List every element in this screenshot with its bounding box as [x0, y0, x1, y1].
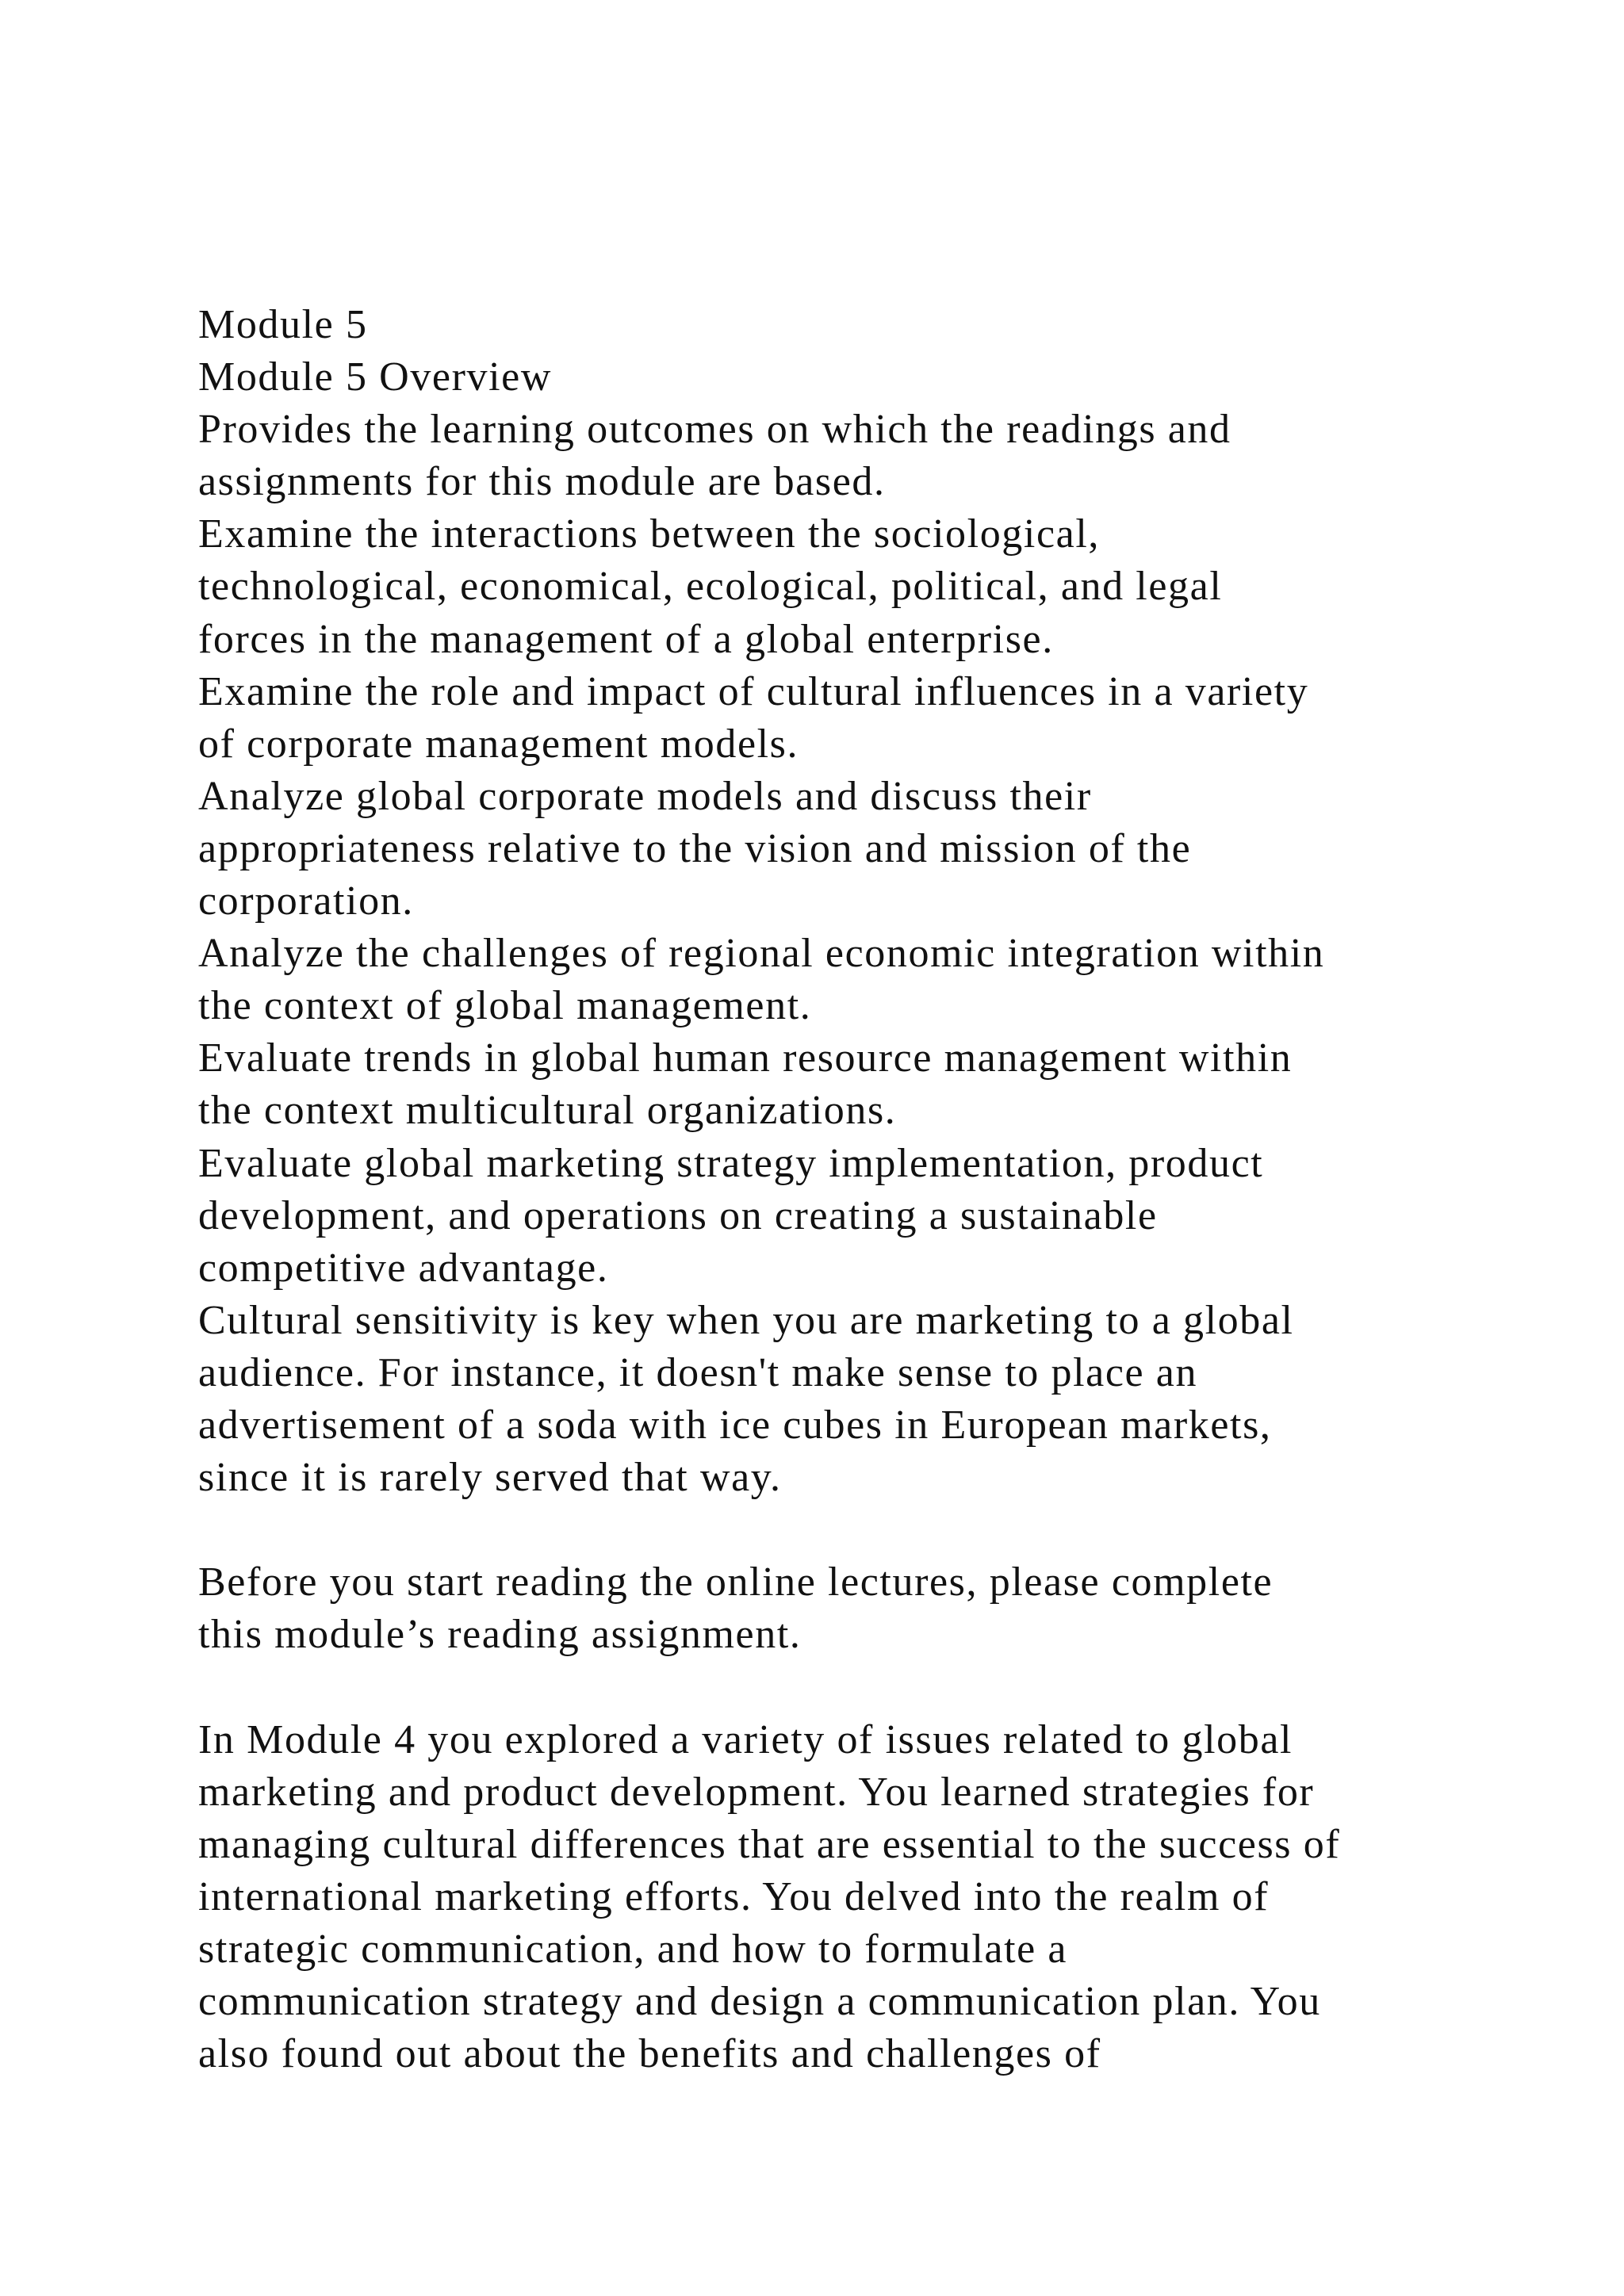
- text-line: managing cultural differences that are essential to the success of: [198, 1821, 1341, 1867]
- text-line: of corporate management models.: [198, 721, 799, 767]
- text-line: strategic communication, and how to formulate a: [198, 1926, 1068, 1972]
- blank-line: [198, 1504, 1483, 1556]
- text-line: Analyze the challenges of regional economic integration within: [198, 931, 1325, 977]
- text-line: development, and operations on creating a sustainable: [198, 1192, 1158, 1238]
- text-line: technological, economical, ecological, political, and legal: [198, 564, 1223, 610]
- text-line: also found out about the benefits and challenges of: [198, 2031, 1101, 2077]
- text-line: the context multicultural organizations.: [198, 1088, 897, 1134]
- text-line: Evaluate global marketing strategy implementation, product: [198, 1140, 1264, 1186]
- text-line: international marketing efforts. You delved into the realm of: [198, 1873, 1270, 1919]
- text-line: communication strategy and design a communication plan. You: [198, 1979, 1321, 2024]
- text-line: forces in the management of a global enterprise.: [198, 616, 1054, 662]
- text-line: this module’s reading assignment.: [198, 1612, 802, 1658]
- text-line: Analyze global corporate models and discuss their: [198, 773, 1092, 819]
- document-page: [198, 299, 1483, 2080]
- module-title: Module 5: [198, 302, 368, 347]
- text-line: audience. For instance, it doesn't make sense to place an: [198, 1349, 1198, 1395]
- module-overview-heading: Module 5 Overview: [198, 354, 552, 400]
- text-line: Provides the learning outcomes on which the readings and: [198, 407, 1231, 453]
- text-line: since it is rarely served that way.: [198, 1455, 782, 1501]
- text-line: advertisement of a soda with ice cubes in European markets,: [198, 1402, 1272, 1448]
- text-line: Examine the interactions between the sociological,: [198, 511, 1100, 557]
- text-line: In Module 4 you explored a variety of issues related to global: [198, 1716, 1293, 1762]
- text-line: the context of global management.: [198, 983, 812, 1029]
- text-line: Examine the role and impact of cultural influences in a variety: [198, 668, 1309, 714]
- text-line: marketing and product development. You learned strategies for: [198, 1769, 1315, 1815]
- text-line: assignments for this module are based.: [198, 459, 886, 505]
- blank-line: [198, 1661, 1483, 1713]
- text-line: appropriateness relative to the vision and mission of the: [198, 825, 1192, 871]
- text-line: corporation.: [198, 878, 414, 924]
- text-line: competitive advantage.: [198, 1245, 609, 1291]
- text-line: Before you start reading the online lectures, please complete: [198, 1559, 1274, 1605]
- text-line: Cultural sensitivity is key when you are marketing to a global: [198, 1297, 1294, 1343]
- text-line: Evaluate trends in global human resource management within: [198, 1035, 1293, 1081]
